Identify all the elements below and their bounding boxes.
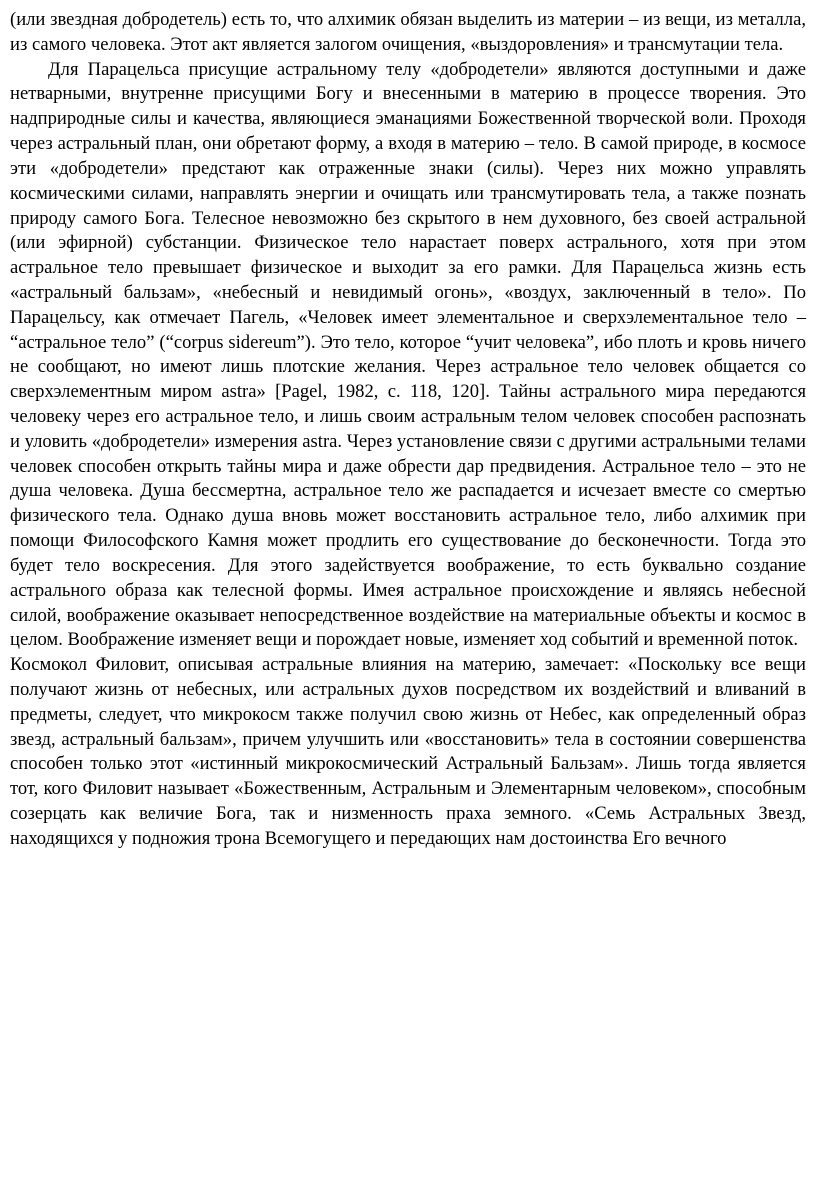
- paragraph-1: (или звездная добродетель) есть то, что алхимик обязан выделить из материи – из вещи, из металла, из самого человека. Этот акт является залогом очищения, «выздоровления» и трансмутации тела.: [10, 9, 806, 55]
- paragraph-3: Космокол Филовит, описывая астральные влияния на материю, замечает: «Поскольку все вещи получают жизнь от небесных, или астральных духов посредством их воздействий и вливаний в предметы, следует, что микрокосм также получил свою жизнь от Небес, как определенный образ звезд, астральный бальзам», причем улучшить или «восстановить» тела в состоянии совершенства способен только этот «истинный микрокосмический Астральный Бальзам». Лишь тогда является тот, кого Филовит называет «Божественным, Астральным и Элементарным человеком», способным созерцать как величие Бога, так и низменность праха земного. «Семь Астральных Звезд, находящихся у подножия трона Всемогущего и передающих нам достоинства Его вечного: [10, 654, 806, 849]
- paragraph-2: Для Парацельса присущие астральному телу «добродетели» являются доступными и даже нетварными, внутренне присущими Богу и внесенными в материю в процессе творения. Это надприродные силы и качества, являющиеся эманациями Божественной творческой воли. Проходя через астральный план, они обретают форму, а входя в материю – тело. В самой природе, в космосе эти «добродетели» предстают как отраженные знаки (силы). Через них можно управлять космическими силами, направлять энергии и очищать или трансмутировать тела, а также познать природу самого Бога. Телесное невозможно без скрытого в нем духовного, без своей астральной (или эфирной) субстанции. Физическое тело нарастает поверх астрального, хотя при этом астральное тело превышает физическое и выходит за его рамки. Для Парацельса жизнь есть «астральный бальзам», «небесный и невидимый огонь», «воздух, заключенный в тело». По Парацельсу, как отмечает Пагель, «Человек имеет элементальное и сверхэлементальное тело – “астральное тело” (“corpus sidereum”). Это тело, которое “учит человека”, ибо плоть и кровь ничего не сообщают, но имеют лишь плотские желания. Через астральное тело человек общается со сверхэлементным миром astra» [Pagel, 1982, c. 118, 120]. Тайны астрального мира передаются человеку через его астральное тело, и лишь своим астральным телом человек способен распознать и уловить «добродетели» измерения astra. Через установление связи с другими астральными телами человек способен открыть тайны мира и даже обрести дар предвидения. Астральное тело – это не душа человека. Душа бессмертна, астральное тело же распадается и исчезает вместе со смертью физического тела. Однако душа вновь может восстановить астральное тело, либо алхимик при помощи Философского Камня может продлить его существование до бесконечности. Тогда это будет тело воскресения. Для этого задействуется воображение, то есть буквально создание астрального образа как телесной формы. Имея астральное происхождение и являясь небесной силой, воображение оказывает непосредственное воздействие на материальные объекты и космос в целом. Воображение изменяет вещи и порождает новые, изменяет ход событий и временной поток.: [10, 58, 806, 651]
